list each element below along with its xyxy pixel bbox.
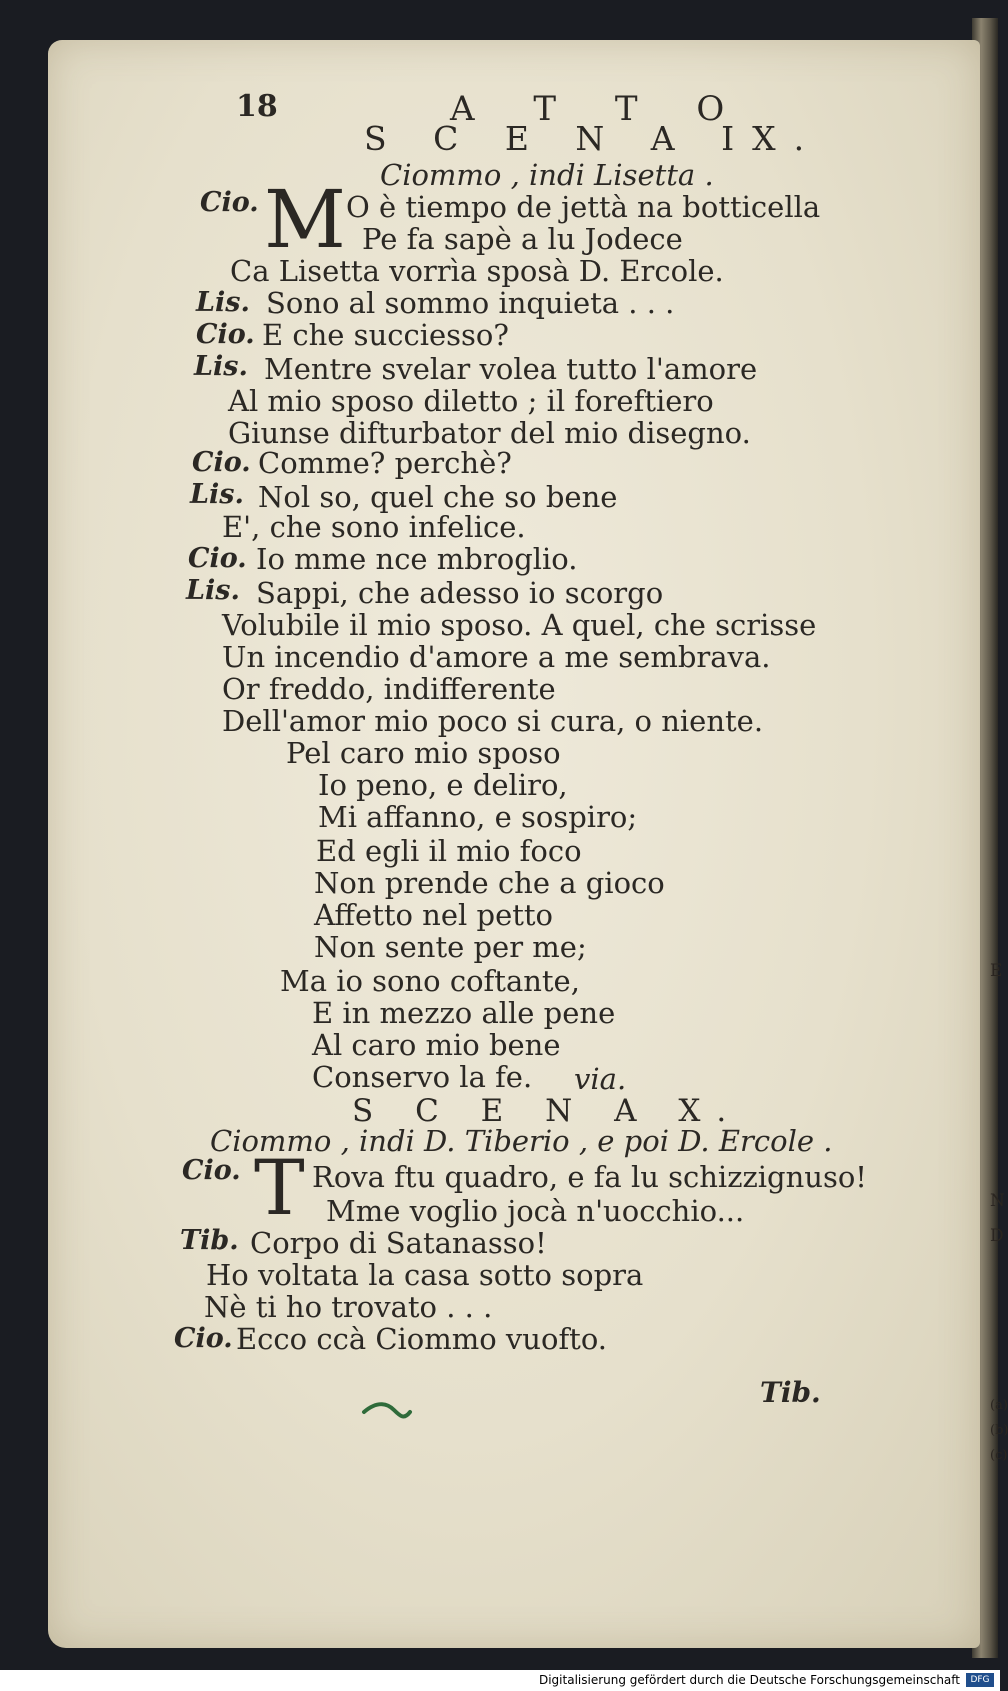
- aria-line: Conservo la fe.: [312, 1060, 533, 1094]
- speaker-label: Cio.: [174, 1323, 233, 1354]
- verse-line: Ho voltata la casa sotto sopra: [206, 1258, 644, 1292]
- speaker-label: Lis.: [196, 287, 250, 318]
- verse-line: Corpo di Satanasso!: [250, 1226, 547, 1260]
- verse-line: E che succiesso?: [262, 318, 509, 352]
- speaker-label: Tib.: [180, 1225, 239, 1256]
- speaker-label: Lis.: [186, 575, 240, 606]
- verse-line: Ca Lisetta vorrìa sposà D. Ercole.: [230, 254, 724, 288]
- aria-line: Ma io sono coftante,: [280, 964, 580, 998]
- speaker-label: Cio.: [192, 447, 251, 478]
- speaker-label: Cio.: [196, 319, 255, 350]
- verse-line: Giunse difturbator del mio disegno.: [228, 416, 751, 450]
- page-number: 18: [236, 89, 278, 124]
- verse-line: Or freddo, indifferente: [222, 672, 556, 706]
- running-head: A T T O: [450, 89, 749, 129]
- speaker-label: Lis.: [190, 479, 244, 510]
- verse-line: Rova ftu quadro, e fa lu schizzignuso!: [312, 1160, 867, 1194]
- aria-line: Pel caro mio sposo: [286, 736, 561, 770]
- edge-mark: (b): [990, 1423, 1008, 1438]
- aria-line: Affetto nel petto: [314, 898, 554, 932]
- verse-line: Nol so, quel che so bene: [258, 480, 618, 514]
- digitization-footer: [0, 1670, 1000, 1691]
- drop-capital: M: [264, 173, 346, 266]
- scene-heading: S C E N A IX.: [364, 119, 823, 158]
- drop-capital: T: [254, 1143, 305, 1232]
- aria-line: Al caro mio bene: [312, 1028, 561, 1062]
- verse-line: Sono al sommo inquieta . . .: [266, 286, 675, 320]
- verse-line: Dell'amor mio poco si cura, o niente.: [222, 704, 764, 738]
- verse-line: Pe fa sapè a lu Jodece: [362, 222, 683, 256]
- verse-line: Nè ti ho trovato . . .: [204, 1290, 493, 1324]
- verse-line: Ecco ccà Ciommo vuofto.: [236, 1322, 607, 1356]
- verse-line: E', che sono infelice.: [222, 510, 526, 544]
- aria-line: Ed egli il mio foco: [316, 834, 582, 868]
- verse-line: Un incendio d'amore a me sembrava.: [222, 640, 771, 674]
- ink-stain: [360, 1390, 430, 1430]
- speaker-label: Cio.: [200, 187, 259, 218]
- speaker-label: Cio.: [188, 543, 247, 574]
- footer-credit: Digitalisierung gefördert durch die Deutsche Forschungsgemeinschaft: [538, 1673, 960, 1687]
- verse-line: Comme? perchè?: [258, 446, 512, 480]
- scene-cast: Ciommo , indi D. Tiberio , e poi D. Ercole .: [210, 1124, 833, 1158]
- catchword: Tib.: [760, 1376, 821, 1409]
- verse-line: Mentre svelar volea tutto l'amore: [264, 352, 758, 386]
- speaker-label: Cio.: [182, 1155, 241, 1186]
- aria-line: E in mezzo alle pene: [312, 996, 616, 1030]
- aria-line: Non sente per me;: [314, 930, 587, 964]
- edge-mark: (c): [990, 1448, 1008, 1463]
- verse-line: Mme voglio jocà n'uocchio...: [326, 1194, 745, 1228]
- speaker-label: Lis.: [194, 351, 248, 382]
- edge-mark: (a): [990, 1398, 1008, 1413]
- aria-line: Mi affanno, e sospiro;: [318, 800, 638, 834]
- stage-direction: via.: [574, 1062, 627, 1096]
- aria-line: Non prende che a gioco: [314, 866, 665, 900]
- verse-line: O è tiempo de jettà na botticella: [346, 190, 821, 224]
- dfg-logo: DFG: [966, 1673, 994, 1687]
- edge-mark: E: [990, 961, 1003, 981]
- edge-mark: N: [990, 1191, 1005, 1211]
- aria-line: Io peno, e deliro,: [318, 768, 568, 802]
- edge-mark: D: [990, 1226, 1004, 1246]
- scene-cast: Ciommo , indi Lisetta .: [380, 158, 714, 192]
- verse-line: Al mio sposo diletto ; il foreftiero: [228, 384, 714, 418]
- scene-heading: S C E N A X.: [352, 1093, 743, 1129]
- verse-line: Volubile il mio sposo. A quel, che scrisse: [222, 608, 817, 642]
- verse-line: Io mme nce mbroglio.: [256, 542, 578, 576]
- verse-line: Sappi, che adesso io scorgo: [256, 576, 664, 610]
